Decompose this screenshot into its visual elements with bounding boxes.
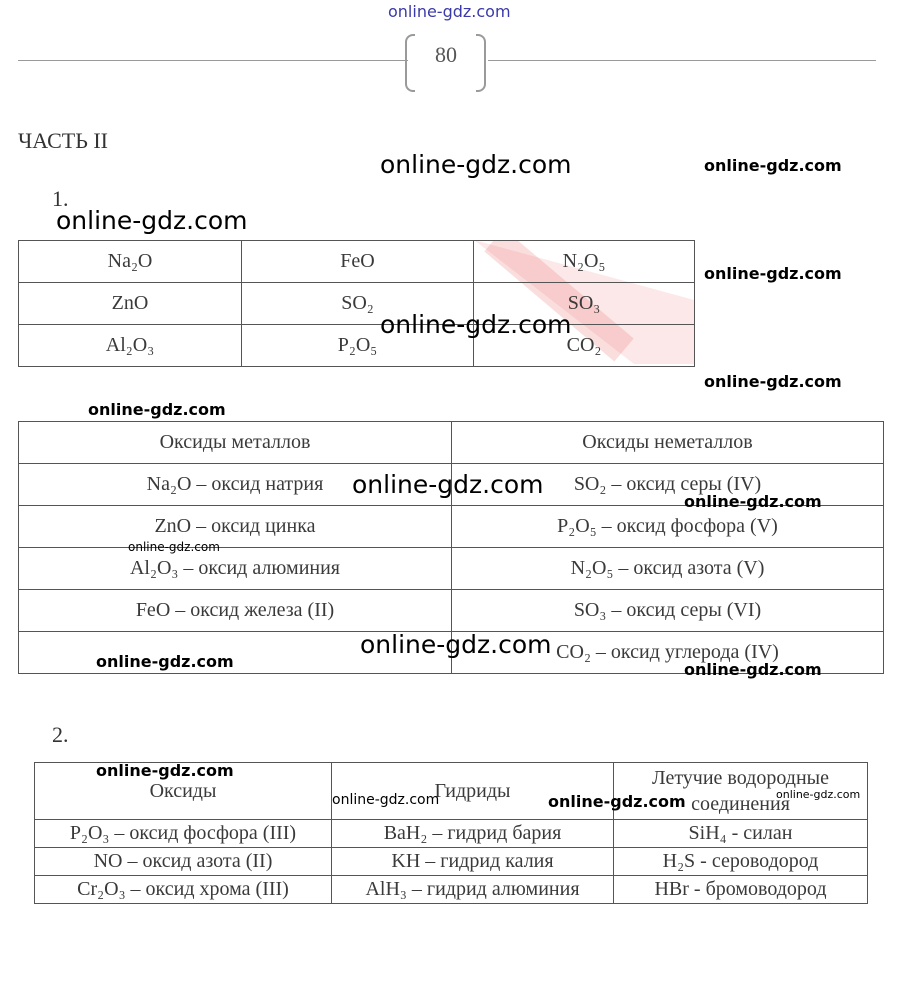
table-cell: CO₂ – оксид углерода (IV)	[452, 632, 884, 674]
table-row	[35, 848, 868, 876]
page-number-bracket-left	[405, 34, 415, 92]
watermark: online-gdz.com	[96, 761, 234, 780]
compounds-table	[34, 762, 868, 904]
watermark: online-gdz.com	[56, 206, 248, 235]
watermark: online-gdz.com	[380, 310, 572, 339]
table-cell: P₂O₅ – оксид фосфора (V)	[452, 506, 884, 548]
table-cell: NO – оксид азота (II)	[35, 848, 332, 876]
watermark: online-gdz.com	[96, 652, 234, 671]
watermark: online-gdz.com	[128, 540, 220, 554]
table-cell: SiH₄ - силан	[614, 820, 868, 848]
watermark: online-gdz.com	[360, 630, 552, 659]
table-cell: Na₂O	[19, 241, 242, 283]
watermark: online-gdz.com	[380, 150, 572, 179]
table-cell: Al₂O₃ – оксид алюминия	[19, 548, 452, 590]
table-cell: N₂O₅ – оксид азота (V)	[452, 548, 884, 590]
watermark: online-gdz.com	[548, 792, 686, 811]
table-cell: FeO – оксид железа (II)	[19, 590, 452, 632]
table-cell: KH – гидрид калия	[332, 848, 614, 876]
table-cell: CO₂	[474, 325, 695, 367]
table-row	[19, 283, 695, 325]
table-cell: H₂S - сероводород	[614, 848, 868, 876]
table-cell: HBr - бромоводород	[614, 876, 868, 904]
table-cell: N₂O₅	[474, 241, 695, 283]
column-header: Летучие водородные соединения	[614, 763, 868, 820]
section-1-number: 1.	[52, 186, 69, 211]
table-row	[35, 876, 868, 904]
table-row	[19, 325, 695, 367]
table-row	[19, 590, 884, 632]
table-cell: AlH₃ – гидрид алюминия	[332, 876, 614, 904]
watermark: online-gdz.com	[776, 788, 861, 801]
watermark: online-gdz.com	[684, 660, 822, 679]
watermark: online-gdz.com	[88, 400, 226, 419]
header-rule-left	[18, 60, 408, 61]
table-cell: SO₂ – оксид серы (IV)	[452, 464, 884, 506]
table-cell: Na₂O – оксид натрия	[19, 464, 452, 506]
column-header: Оксиды неметаллов	[452, 422, 884, 464]
table-cell: SO₂	[242, 283, 474, 325]
watermark-top: online-gdz.com	[388, 2, 511, 21]
column-header: Оксиды металлов	[19, 422, 452, 464]
table-row	[19, 241, 695, 283]
watermark: online-gdz.com	[704, 264, 842, 283]
table-cell: P₂O₅	[242, 325, 474, 367]
part-title: ЧАСТЬ II	[18, 128, 108, 153]
watermark: online-gdz.com	[684, 492, 822, 511]
table-cell: P₂O₃ – оксид фосфора (III)	[35, 820, 332, 848]
oxides-grid-table	[18, 240, 695, 367]
page-number-bracket-right	[476, 34, 486, 92]
watermark: online-gdz.com	[704, 156, 842, 175]
watermark: online-gdz.com	[352, 470, 544, 499]
section-2-number: 2.	[52, 722, 69, 747]
table-cell: Cr₂O₃ – оксид хрома (III)	[35, 876, 332, 904]
table-cell: ZnO – оксид цинка	[19, 506, 452, 548]
table-cell: SO₃	[474, 283, 695, 325]
table-cell: Al₂O₃	[19, 325, 242, 367]
table-cell: SO₃ – оксид серы (VI)	[452, 590, 884, 632]
column-header: Оксиды	[35, 763, 332, 820]
table-cell: ZnO	[19, 283, 242, 325]
table-cell: BaH₂ – гидрид бария	[332, 820, 614, 848]
column-header: Гидриды	[332, 763, 614, 820]
table-cell: FeO	[242, 241, 474, 283]
watermark: online-gdz.com	[332, 792, 440, 808]
watermark: online-gdz.com	[704, 372, 842, 391]
table-header-row	[19, 422, 884, 464]
table-row	[35, 820, 868, 848]
header-rule-right	[488, 60, 876, 61]
page-number: 80	[435, 42, 457, 67]
